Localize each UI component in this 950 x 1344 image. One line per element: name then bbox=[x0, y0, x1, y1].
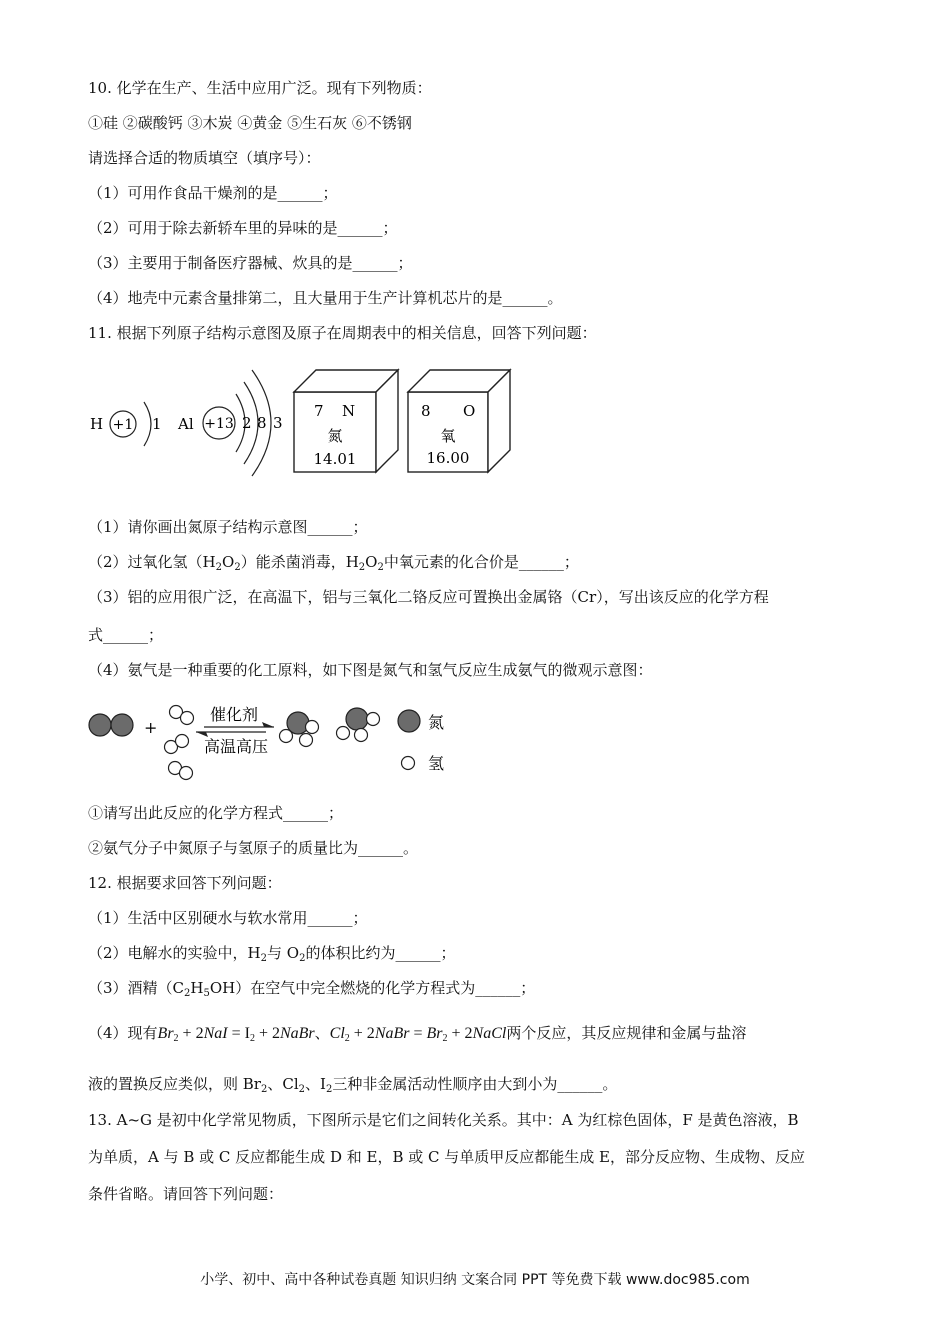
q11-item-3-line-1: （3）铝的应用很广泛，在高温下，铝与三氧化二铬反应可置换出金属铬（Cr），写出该反应的化学方程 bbox=[88, 588, 769, 606]
q10-item-2: （2）可用于除去新轿车里的异味的是______； bbox=[88, 219, 398, 237]
nitrogen-element-card bbox=[294, 370, 398, 472]
page-footer: 小学、初中、高中各种试卷真题 知识归纳 文案合同 PPT 等免费下载 www.doc985.com bbox=[200, 1272, 750, 1288]
h-electron-count: 1 bbox=[152, 415, 162, 433]
h-electron-shell bbox=[144, 402, 151, 446]
equation-1: $Br_2 + 2NaI = I_2$ + 2NaBr bbox=[157, 1025, 315, 1044]
al-electron-shell-2: 8 bbox=[257, 414, 267, 432]
n-name: 氮 bbox=[327, 427, 343, 445]
oxygen-element-card bbox=[408, 370, 510, 472]
n-symbol: N bbox=[342, 402, 356, 420]
n-atomic-number: 7 bbox=[314, 402, 324, 420]
al-electron-shell-1: 2 bbox=[242, 414, 252, 432]
al-nucleus-charge: +13 bbox=[204, 416, 234, 432]
h-symbol: H bbox=[90, 415, 104, 433]
q10-options: ①硅 ②碳酸钙 ③木炭 ④黄金 ⑤生石灰 ⑥不锈钢 bbox=[88, 114, 412, 132]
q13-line-3: 条件省略。请回答下列问题： bbox=[88, 1185, 284, 1203]
legend-nitrogen-label: 氮 bbox=[428, 713, 445, 732]
equation-2: $Cl_2$ + 2NaBr = $Br_2$ + 2NaCl bbox=[329, 1025, 507, 1044]
q11-item-1: （1）请你画出氮原子结构示意图______； bbox=[88, 518, 368, 536]
q12-item-1: （1）生活中区别硬水与软水常用______； bbox=[88, 909, 368, 927]
q11-stem: 11. 根据下列原子结构示意图及原子在周期表中的相关信息，回答下列问题： bbox=[88, 324, 597, 342]
o-atomic-number: 8 bbox=[421, 402, 431, 420]
legend-hydrogen-label: 氢 bbox=[428, 754, 445, 773]
q12-item-4-line-1: （4）现有$Br_2 + 2NaI = I_2$ + 2NaBr、$Cl_2$ + 2NaBr = $Br_2$ + 2NaCl两个反应，其反应规律和金属与盐溶 bbox=[88, 1024, 747, 1044]
al-symbol: Al bbox=[178, 415, 194, 433]
q12-stem: 12. 根据要求回答下列问题： bbox=[88, 874, 282, 892]
condition-label: 高温高压 bbox=[203, 737, 269, 756]
q11-sub-2: ②氨气分子中氮原子与氢原子的质量比为______。 bbox=[88, 839, 419, 857]
q12-item-2: （2）电解水的实验中，$H_2$与 $O_2$的体积比约为______； bbox=[88, 944, 456, 964]
q11-item-2: （2）过氧化氢$(H_2O_2)$能杀菌消毒，$H_2O_2$中氧元素的化合价是______； bbox=[88, 553, 579, 573]
h-nucleus-charge: +1 bbox=[112, 417, 134, 433]
q13-line-1: 13. A~G 是初中化学常见物质，下图所示是它们之间转化关系。其中：A 为红棕色固体，F 是黄色溶液，B bbox=[88, 1111, 799, 1129]
q11-sub-1: ①请写出此反应的化学方程式______； bbox=[88, 804, 344, 822]
q11-item-3-line-2: 式______； bbox=[88, 626, 164, 644]
q13-line-2: 为单质，A 与 B 或 C 反应都能生成 D 和 E，B 或 C 与单质甲反应都能生成 E，部分反应物、生成物、反应 bbox=[88, 1148, 805, 1166]
q10-instruction: 请选择合适的物质填空（填序号）： bbox=[88, 149, 321, 167]
o-name: 氧 bbox=[440, 427, 456, 445]
legend-nitrogen-atom bbox=[398, 710, 420, 732]
atom-structure-figure bbox=[86, 362, 526, 482]
q10-stem: 10. 化学在生产、生活中应用广泛。现有下列物质： bbox=[88, 79, 432, 97]
q12-item-3: （3）酒精$(C_2H_5OH)$在空气中完全燃烧的化学方程式为______； bbox=[88, 979, 536, 999]
n-mass: 14.01 bbox=[313, 450, 357, 468]
q11-item-4: （4）氨气是一种重要的化工原料，如下图是氮气和氢气反应生成氨气的微观示意图： bbox=[88, 661, 653, 679]
ammonia-reaction-diagram bbox=[86, 696, 456, 786]
q10-item-1: （1）可用作食品干燥剂的是______； bbox=[88, 184, 338, 202]
catalyst-label: 催化剂 bbox=[209, 705, 259, 724]
al-electron-shell-3: 3 bbox=[273, 414, 283, 432]
reaction-plus: + bbox=[144, 718, 158, 737]
o-mass: 16.00 bbox=[426, 449, 470, 467]
q10-item-3: （3）主要用于制备医疗器械、炊具的是______； bbox=[88, 254, 413, 272]
q12-item-4-line-2: 液的置换反应类似，则 $Br_2$、$Cl_2$、$I_2$三种非金属活动性顺序由大到小为______。 bbox=[88, 1075, 618, 1095]
q10-item-4: （4）地壳中元素含量排第二，且大量用于生产计算机芯片的是______。 bbox=[88, 289, 563, 307]
o-symbol: O bbox=[463, 402, 476, 420]
legend-hydrogen-atom bbox=[402, 757, 415, 770]
